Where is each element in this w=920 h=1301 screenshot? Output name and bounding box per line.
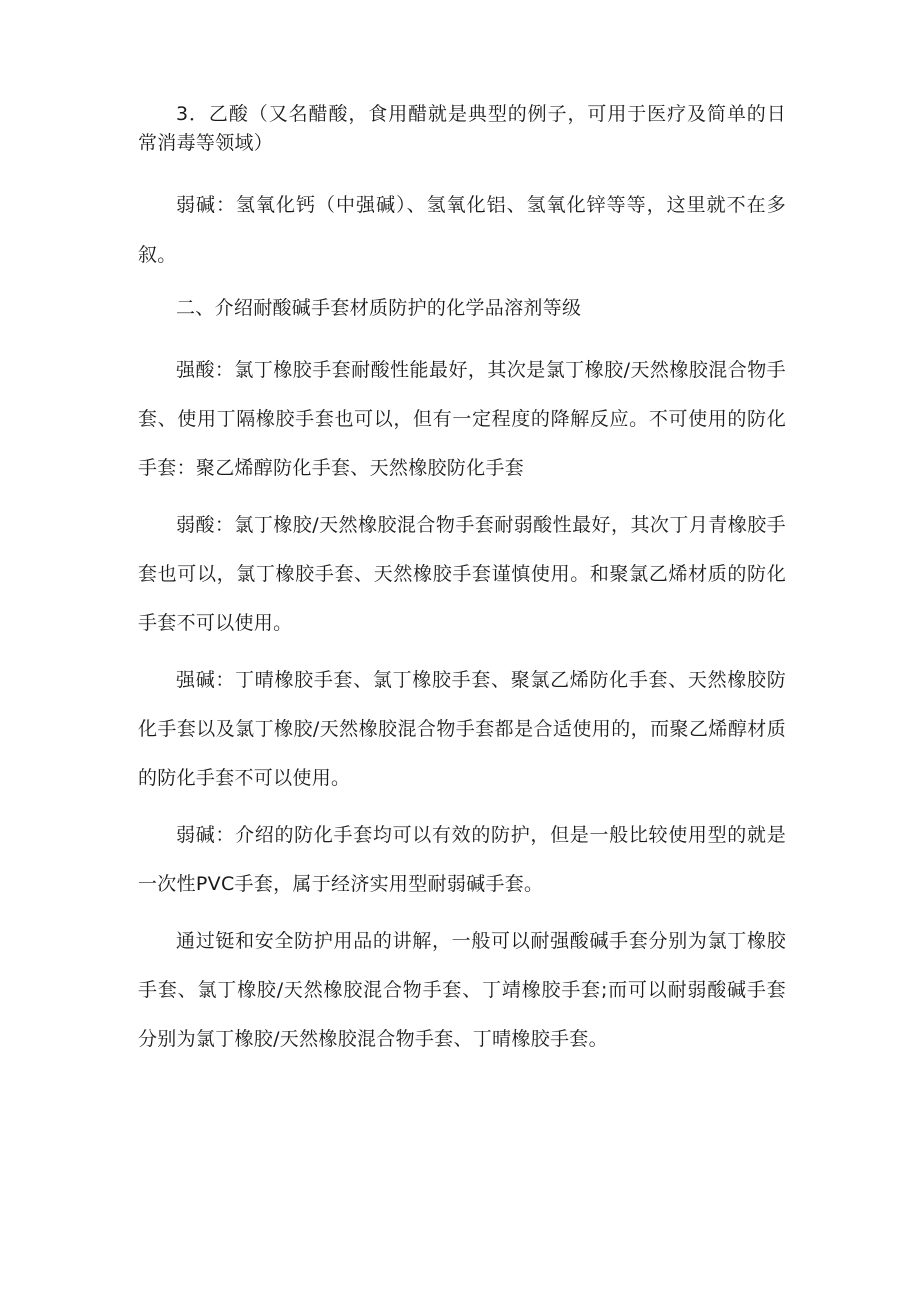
paragraph-weak-base: 弱碱：介绍的防化手套均可以有效的防护，但是一般比较使用型的就是一次性PVC手套，属于经济实用型耐弱碱手套。 [138,824,786,895]
paragraph-strong-base: 强碱：丁晴橡胶手套、氯丁橡胶手套、聚氯乙烯防化手套、天然橡胶防化手套以及氯丁橡胶/天然橡胶混合物手套都是合适使用的，而聚乙烯醇材质的防化手套不可以使用。 [138,669,786,789]
section-heading-protection-levels: 二、介绍耐酸碱手套材质防护的化学品溶剂等级 [176,297,582,319]
paragraph-weak-acid: 弱酸：氯丁橡胶/天然橡胶混合物手套耐弱酸性最好，其次丁月青橡胶手套也可以，氯丁橡胶手套、天然橡胶手套谨慎使用。和聚氯乙烯材质的防化手套不可以使用。 [138,514,786,634]
paragraph-strong-acid: 强酸：氯丁橡胶手套耐酸性能最好，其次是氯丁橡胶/天然橡胶混合物手套、使用丁隔橡胶手套也可以，但有一定程度的降解反应。不可使用的防化手套：聚乙烯醇防化手套、天然橡胶防化手套 [138,359,786,479]
paragraph-summary: 通过铤和安全防护用品的讲解，一般可以耐强酸碱手套分别为氯丁橡胶手套、氯丁橡胶/天然橡胶混合物手套、丁靖橡胶手套;而可以耐弱酸碱手套分别为氯丁橡胶/天然橡胶混合物手套、丁晴橡胶手套。 [138,930,786,1050]
paragraph-weak-base-list: 弱碱：氢氧化钙（中强碱）、氢氧化铝、氢氧化锌等等，这里就不在多叙。 [138,194,786,266]
paragraph-acetic-acid: 3．乙酸（又名醋酸，食用醋就是典型的例子，可用于医疗及简单的日常消毒等领域） [138,103,786,154]
